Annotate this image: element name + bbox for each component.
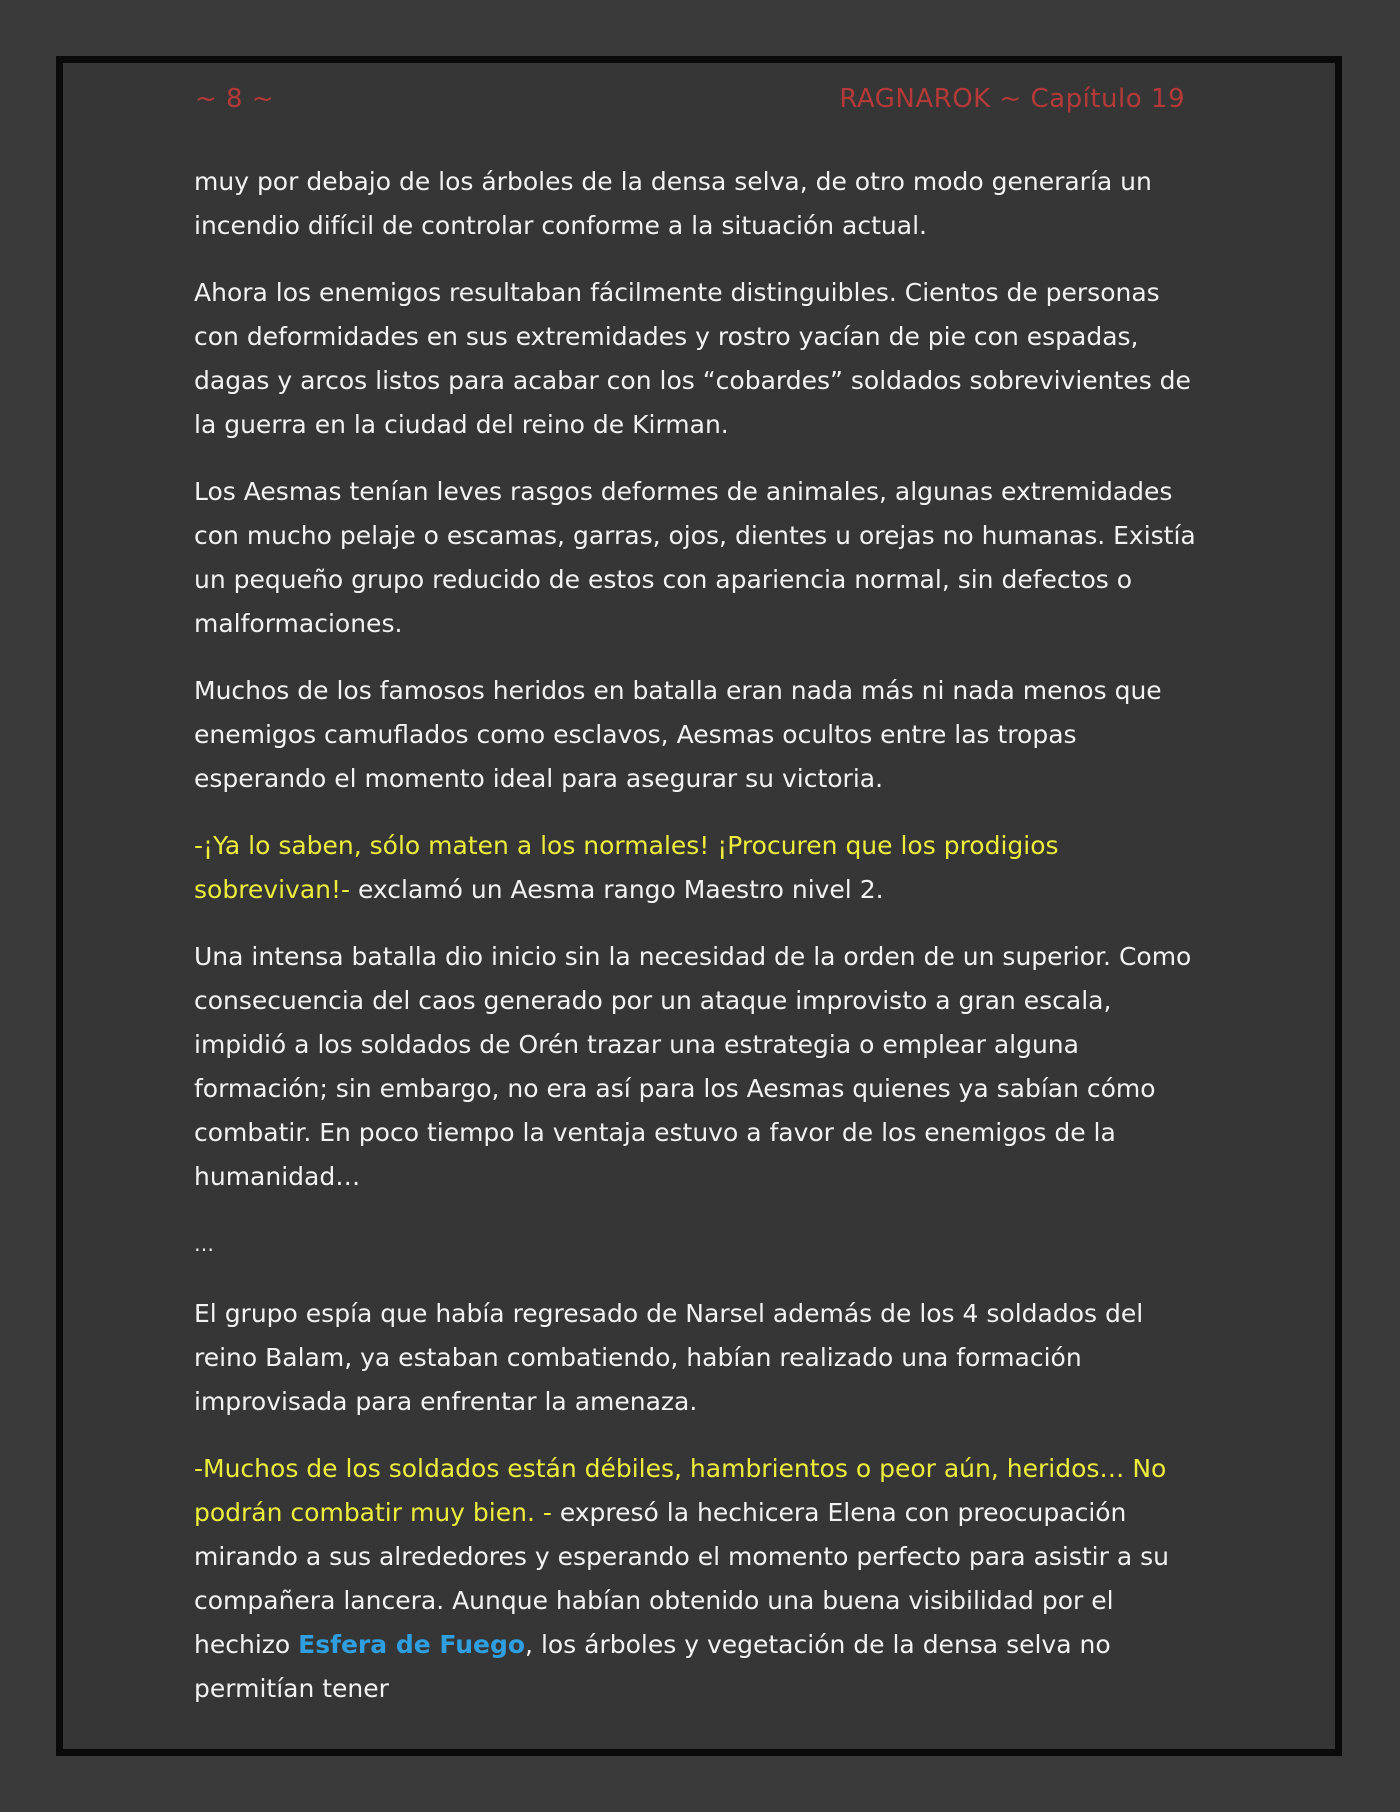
paragraph-6: Una intensa batalla dio inicio sin la necesidad de la orden de un superior. Como consecuencia del caos generado por un ataque improvisto a gran escala, impidió a los soldados de Orén trazar una estrategia o emplear alguna formación; sin embargo, no era así para los Aesmas quienes ya sabían cómo combatir. En poco tiempo la ventaja estuvo a favor de los enemigos de la humanidad… [194, 942, 1192, 1191]
dialogue-elena: -Muchos de los soldados están débiles, hambrientos o peor aún, heridos… No podrán combatir muy bien. - [194, 1454, 1167, 1527]
paragraph-7: El grupo espía que había regresado de Narsel además de los 4 soldados del reino Balam, ya estaban combatiendo, habían realizado una formación improvisada para enfrentar la amenaza. [194, 1299, 1144, 1416]
dialogue-aesma: -¡Ya lo saben, sólo maten a los normales! ¡Procuren que los prodigios sobrevivan!- [194, 831, 1059, 904]
paragraph-5 [194, 824, 1204, 912]
paragraph-1: muy por debajo de los árboles de la densa selva, de otro modo generaría un incendio difícil de controlar conforme a la situación actual. [194, 167, 1152, 240]
paragraph-2: Ahora los enemigos resultaban fácilmente distinguibles. Cientos de personas con deformidades en sus extremidades y rostro yacían de pie con espadas, dagas y arcos listos para acabar con los “cobardes” soldados sobrevivientes de la guerra en la ciudad del reino de Kirman. [194, 278, 1191, 439]
scene-separator: … [194, 1232, 214, 1256]
spell-name: Esfera de Fuego [298, 1630, 526, 1659]
narration-elena: expresó la hechicera Elena con preocupación mirando a sus alrededores y esperando el momento perfecto para asistir a su compañera lancera. Aunque habían obtenido una buena visibilidad por el hechizo [194, 1498, 1169, 1659]
narration-aesma: exclamó un Aesma rango Maestro nivel 2. [350, 875, 884, 904]
paragraph-8 [194, 1447, 1204, 1711]
page-number: ~ 8 ~ [195, 84, 275, 114]
page-body [194, 160, 1204, 1734]
paragraph-3: Los Aesmas tenían leves rasgos deformes de animales, algunas extremidades con mucho pelaje o escamas, garras, ojos, dientes u orejas no humanas. Existía un pequeño grupo reducido de estos con apariencia normal, sin defectos o malformaciones. [194, 477, 1196, 638]
running-title: RAGNAROK ~ Capítulo 19 [839, 84, 1185, 114]
paragraph-4: Muchos de los famosos heridos en batalla eran nada más ni nada menos que enemigos camuflados como esclavos, Aesmas ocultos entre las tropas esperando el momento ideal para asegurar su victoria. [194, 676, 1162, 793]
narration-ending: , los árboles y vegetación de la densa selva no permitían tener [194, 1630, 1111, 1703]
page-header [195, 84, 1185, 124]
